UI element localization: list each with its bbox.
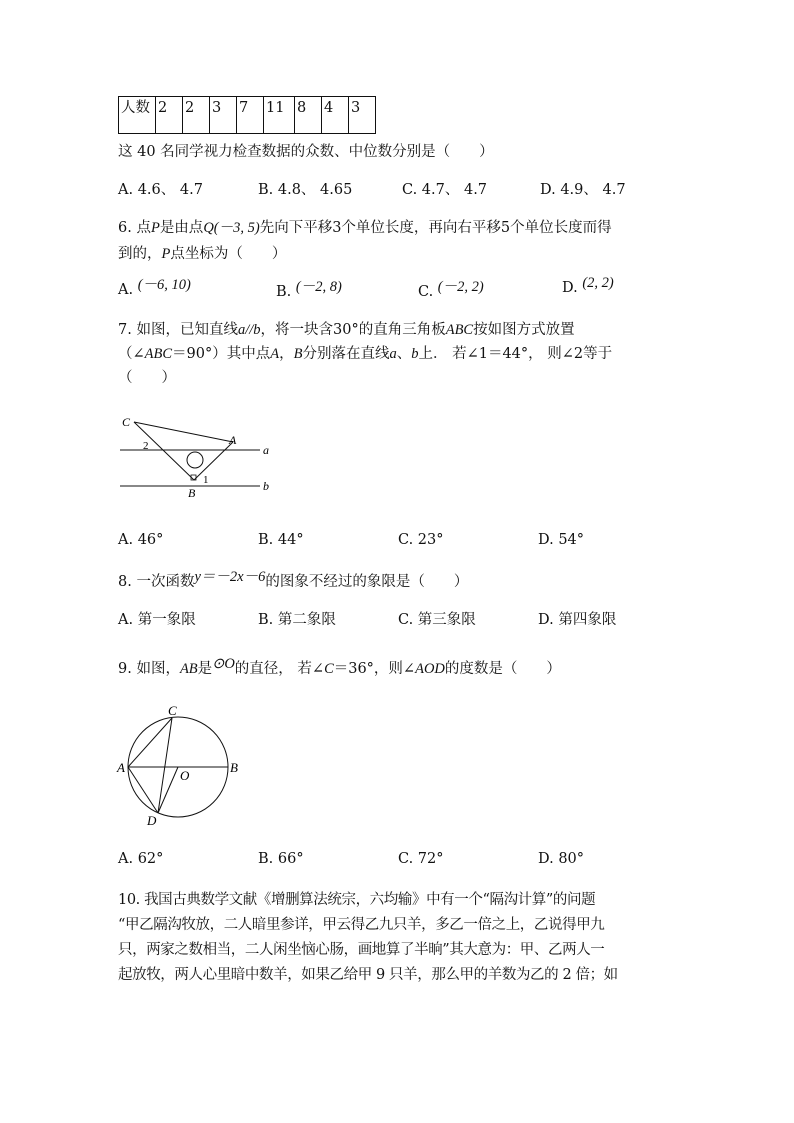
label-line-b: b [263,479,269,493]
label-line-a: a [263,443,269,457]
q8-option-c: C. 第三象限 [398,612,476,628]
q9-option-c: C. 72° [398,851,444,867]
label-c: C [122,415,131,429]
q8-option-a: A. 第一象限 [118,612,196,628]
q10-line-1: 10. 我国古典数学文献《增删算法统宗，六均输》中有一个“隔沟计算”的问题 [118,892,596,908]
q7-option-d: D. 54° [538,532,585,548]
label-b-point: B [188,486,196,500]
table-cell: 8 [295,97,322,134]
q8-option-b: B. 第二象限 [258,612,336,628]
label-angle-2: 2 [143,440,149,452]
label-c: C [168,703,177,718]
triangle-side-ab [194,442,233,480]
label-a-point: A [229,433,237,447]
chord-ad [128,767,158,813]
label-d: D [147,813,157,828]
table-cell: 2 [156,97,183,134]
q10-line-3: 只，两家之数相当，二人闲坐恼心肠，画地算了半晌”其大意为：甲、乙两人一 [118,942,605,958]
q6-option-b: B. (－2, 8) [276,279,342,300]
table-cell: 4 [322,97,349,134]
q6-stem-line1: 6. 点P是由点Q(－3, 5)先向下平移3个单位长度，再向右平移5个单位长度而得 [118,220,612,236]
q7-option-c: C. 23° [398,532,444,548]
data-table [118,96,376,134]
label-angle-1: 1 [203,474,209,486]
q5-option-b: B. 4.8、 4.65 [258,182,353,198]
q10-line-4: 起放牧，两人心里暗中数羊，如果乙给甲 9 只羊，那么甲的羊数为乙的 2 倍；如 [118,967,618,983]
q7-stem-line2: （∠ABC＝90°）其中点A，B分别落在直线a、b上． 若∠1＝44°， 则∠2等于 [118,346,613,362]
q6-option-c: C. (－2, 2) [418,279,484,300]
table-row [119,97,376,134]
q9-option-a: A. 62° [118,851,164,867]
q5-option-a: A. 4.6、 4.7 [118,182,203,198]
table-header-cell: 人数 [119,97,156,134]
label-o: O [180,768,190,783]
table-cell: 2 [183,97,210,134]
q7-option-b: B. 44° [258,532,304,548]
table-cell: 11 [264,97,295,134]
q7-stem-line1: 7. 如图，已知直线a//b，将一块含30°的直角三角板ABC按如图方式放置 [118,322,575,338]
label-b: B [230,760,238,775]
q7-figure [110,408,280,500]
chord-cd [158,718,172,813]
q9-option-b: B. 66° [258,851,304,867]
q8-stem: 8. 一次函数y＝－2x－6的图象不经过的象限是（ ） [118,569,469,590]
label-a: A [117,760,125,775]
q8-option-d: D. 第四象限 [538,612,617,628]
q5-option-c: C. 4.7、 4.7 [402,182,488,198]
q6-option-a: A. (－6, 10) [118,277,191,298]
table-cell: 3 [349,97,376,134]
q5-stem: 这 40 名同学视力检查数据的众数、中位数分别是（ ） [118,144,494,160]
q10-line-2: “甲乙隔沟牧放，二人暗里参详，甲云得乙九只羊，多乙一倍之上，乙说得甲九 [118,917,605,933]
q9-figure [114,700,244,828]
triangle-side-ca [134,422,233,442]
triangle-hole [187,452,203,468]
table-cell: 3 [210,97,237,134]
q5-option-d: D. 4.9、 4.7 [540,182,626,198]
q7-stem-line3: （ ） [118,370,176,386]
q9-option-d: D. 80° [538,851,585,867]
q6-stem-line2: 到的，P点坐标为（ ） [118,246,287,262]
table-cell: 7 [237,97,264,134]
q9-stem: 9. 如图，AB是⊙O的直径， 若∠C＝36°，则∠AOD的度数是（ ） [118,656,561,677]
q7-option-a: A. 46° [118,532,164,548]
q6-option-d: D. (2, 2) [562,275,614,296]
